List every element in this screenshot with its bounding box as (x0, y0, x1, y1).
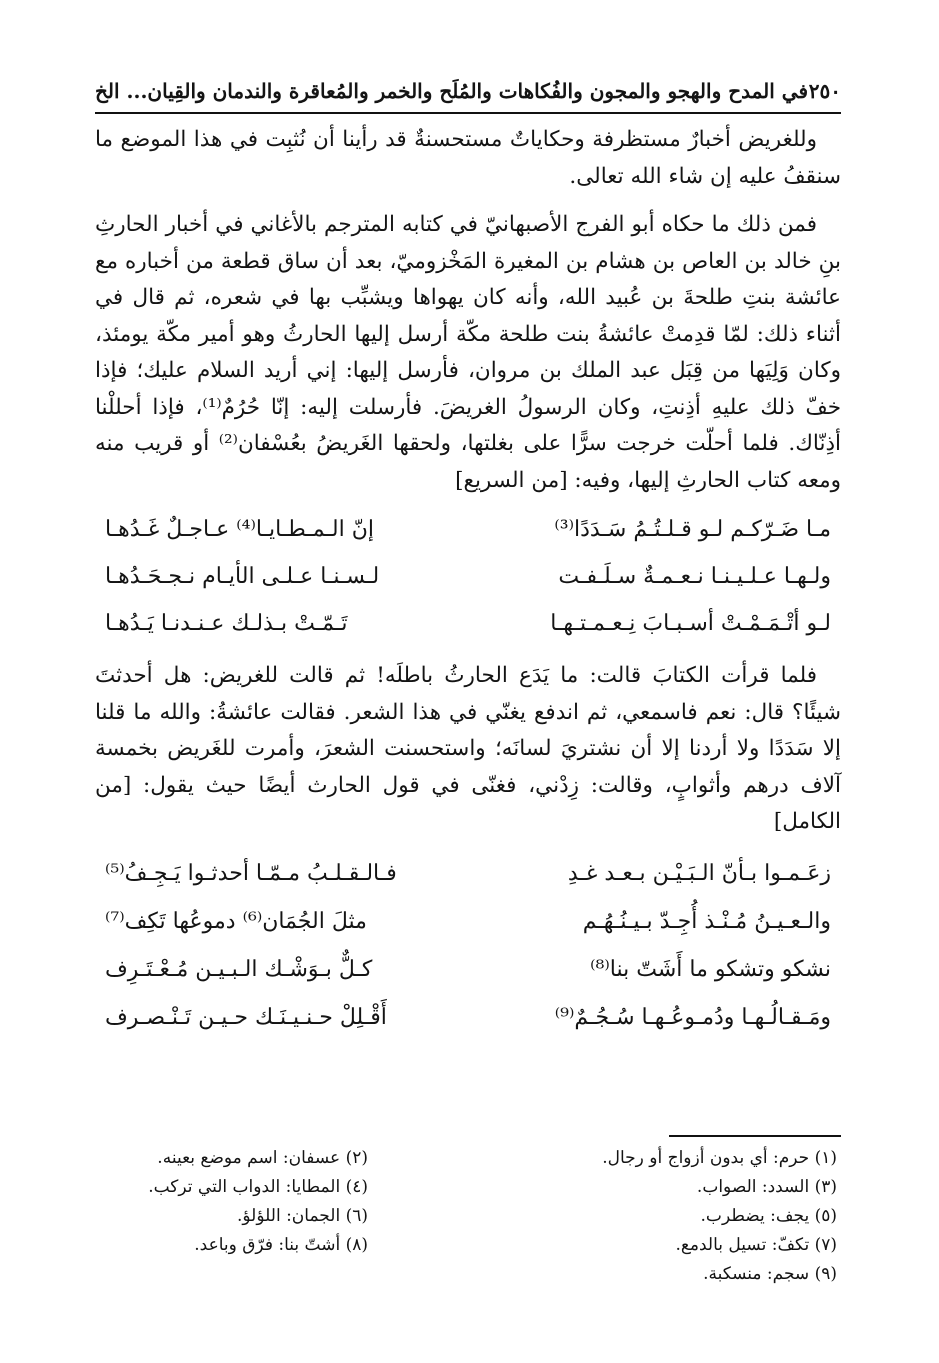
verse-line (95, 947, 841, 995)
paragraph: فلما قرأت الكتابَ قالت: ما يَدَع الحارثُ باطلَه! ثم قالت للغريض: هل أحدثتَ شيئًا؟ قال: نعم فاسمعي، ثم اندفع يغنّي في هذا الشعر. فقالت عائشةُ: والله ما قلنا إلا سَدَدًا ولا أردنا إلا أن نشتريَ لسانَه؛ واستحسنت الشعرَ، وأمرت للغَريض بخمسة آلاف درهم وأثوابٍ، وقالت: زِدْني، فغنّى في قول الحارث أيضًا حيث يقول: [من الكامل] (95, 663, 841, 834)
footnote: (٥) يجف: يضطرب. (700, 1206, 837, 1226)
footnote: (٤) المطايا: الدواب التي تركب. (148, 1177, 368, 1197)
hemistich-first: ومَـقـالُـهـا ودُمـوعُـهـا سُـجُـمٌ⁽⁹⁾ (554, 1005, 831, 1031)
hemistich-second: إنّ الـمـطـايـا⁽⁴⁾ عـاجـلٌ غَـدُهـا (105, 517, 375, 543)
poem (95, 507, 841, 648)
paragraph: وللغريض أخبارٌ مستظرفة وحكاياتٌ مستحسنةٌ قد رأينا أن نُثبِت في هذا الموضع ما سنقفُ عليه إن شاء الله تعالى. (95, 127, 841, 189)
footnote: (٧) تكفّ: تسيل بالدمع. (675, 1235, 837, 1255)
verse-line (95, 507, 841, 554)
hemistich-second: تَـمّـتْ بـذلـك عـنـدنـا يَـدُهـا (105, 611, 348, 637)
hemistich-first: مـا ضَـرّكـم لـو قـلـتُـمُ سَـدَدًا⁽³⁾ (554, 517, 831, 543)
footnote-rule (669, 1135, 841, 1137)
hemistich-first: نشكو وتشكو ما أَشَتّ بنا⁽⁸⁾ (590, 957, 831, 983)
footnote: (٢) عسفان: اسم موضع بعينه. (157, 1148, 368, 1168)
footnote: (٦) الجمان: اللؤلؤ. (237, 1206, 368, 1226)
page-header (95, 72, 841, 110)
hemistich-first: والـعـيـنُ مُـنْـذ أُجِـدّ بـيـنُـهُـم (582, 909, 831, 935)
verse-line (95, 995, 841, 1043)
verse-line (95, 851, 841, 899)
footnote: (١) حرم: أي بدون أزواج أو رجال. (602, 1148, 837, 1168)
footnotes (95, 1148, 841, 1293)
poem (95, 851, 841, 1043)
hemistich-first: ولـهـا عـلـيـنـا نـعـمـةٌ سـلَـفـت (558, 564, 831, 590)
hemistich-first: زعَـمـوا بـأنّ الـبَـيْـن بـعـد غـدِ (567, 861, 831, 887)
hemistich-first: لـو أتْـمَـمْـتْ أسـبـابَ نِـعـمـتـهـا (550, 611, 831, 637)
footnote: (٣) السدد: الصواب. (696, 1177, 837, 1197)
hemistich-second: أَقْـلِلْ حـنـيـنَـك حـيـن تَـنْـصـرف (105, 1005, 387, 1031)
verse-line (95, 899, 841, 947)
hemistich-second: مثلَ الجُمَان⁽⁶⁾ دموعُها تَكِف⁽⁷⁾ (105, 909, 367, 935)
hemistich-second: لـسـنـا عـلـى الأيـام نـجـحَـدُهـا (105, 564, 380, 590)
verse-line (95, 601, 841, 648)
running-title: في المدح والهجو والمجون والفُكاهات والمُلَح والخمر والمُعاقرة والندمان والقِيان... الخ (95, 79, 809, 103)
header-rule (95, 112, 841, 114)
footnote: (٨) أشتّ بنا: فرّق وباعد. (194, 1235, 368, 1255)
paragraph: فمن ذلك ما حكاه أبو الفرج الأصبهانيّ في كتابه المترجم بالأغاني في أخبار الحارثِ بنِ خالد بن العاص بن هشام بن المغيرة المَخْزوميّ، بعد أن ساق قطعة من أخباره مع عائشة بنتِ طلحةَ بن عُبيد الله، وأنه كان يهواها ويشبِّب بها في شعره، ثم قال في أثناء ذلك: لمّا قدِمتْ عائشةُ بنت طلحة مكّة أرسل إليها الحارثُ وهو أمير مكّة يومئذ، وكان وَلِيَها من قِبَل عبد الملك بن مروان، فأرسل إليها: إني أريد السلام عليك؛ فإذا خفّ ذلك عليهِ أذِنتِ، وكان الرسولُ الغريضَ. فأرسلت إليه: إنّا حُرُمٌ⁽¹⁾، فإذا أحللْنا أذِنّاك. فلما أحلّت خرجت سرًّا على بغلتها، ولحقها الغَريضُ بعُسْفان⁽²⁾ أو قريب منه ومعه كتاب الحارثِ إليها، وفيه: [من السريع] (95, 212, 841, 493)
footnote: (٩) سجم: منسكبة. (703, 1264, 837, 1284)
main-text (95, 122, 841, 1043)
hemistich-second: فـالـقـلـبُ مـمّـا أحدثـوا يَـجِـفُ⁽⁵⁾ (105, 861, 397, 887)
page-number: ٢٥٠ (808, 79, 841, 103)
hemistich-second: كـلٌّ بـوَشْـك الـبـيـن مُـعْـتَـرِف (105, 957, 373, 983)
verse-line (95, 554, 841, 601)
